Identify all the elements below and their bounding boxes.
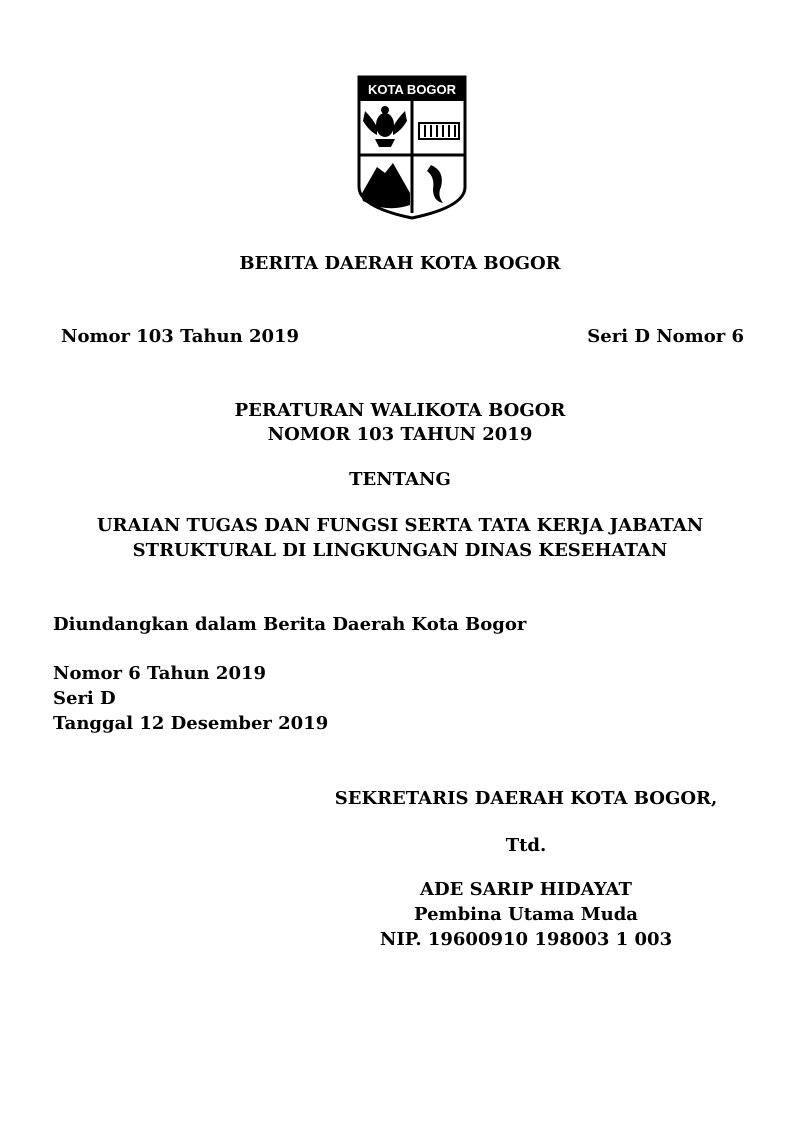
promulgation-series: Seri D xyxy=(53,688,116,709)
tentang-label: TENTANG xyxy=(349,469,451,490)
regulation-number: NOMOR 103 TAHUN 2019 xyxy=(267,424,533,445)
document-title: BERITA DAERAH KOTA BOGOR xyxy=(239,253,561,274)
signatory-nip: NIP. 19600910 198003 1 003 xyxy=(379,929,673,950)
promulgation-number: Nomor 6 Tahun 2019 xyxy=(53,663,267,684)
series-number: Seri D Nomor 6 xyxy=(587,326,744,347)
issue-number: Nomor 103 Tahun 2019 xyxy=(61,326,300,347)
regulation-subject-line1: URAIAN TUGAS DAN FUNGSI SERTA TATA KERJA JABATAN xyxy=(96,515,704,536)
promulgation-date: Tanggal 12 Desember 2019 xyxy=(53,713,329,734)
kota-bogor-emblem-icon xyxy=(357,75,467,220)
promulgation-intro: Diundangkan dalam Berita Daerah Kota Bogor xyxy=(53,614,527,635)
signature-ttd: Ttd. xyxy=(505,835,547,856)
regulation-title: PERATURAN WALIKOTA BOGOR xyxy=(234,400,566,421)
signatory-position: SEKRETARIS DAERAH KOTA BOGOR, xyxy=(334,788,718,809)
regulation-subject-line2: STRUKTURAL DI LINGKUNGAN DINAS KESEHATAN xyxy=(132,540,668,561)
emblem-text: KOTA BOGOR xyxy=(367,82,457,97)
signatory-rank: Pembina Utama Muda xyxy=(414,904,638,925)
signatory-name: ADE SARIP HIDAYAT xyxy=(420,879,632,900)
